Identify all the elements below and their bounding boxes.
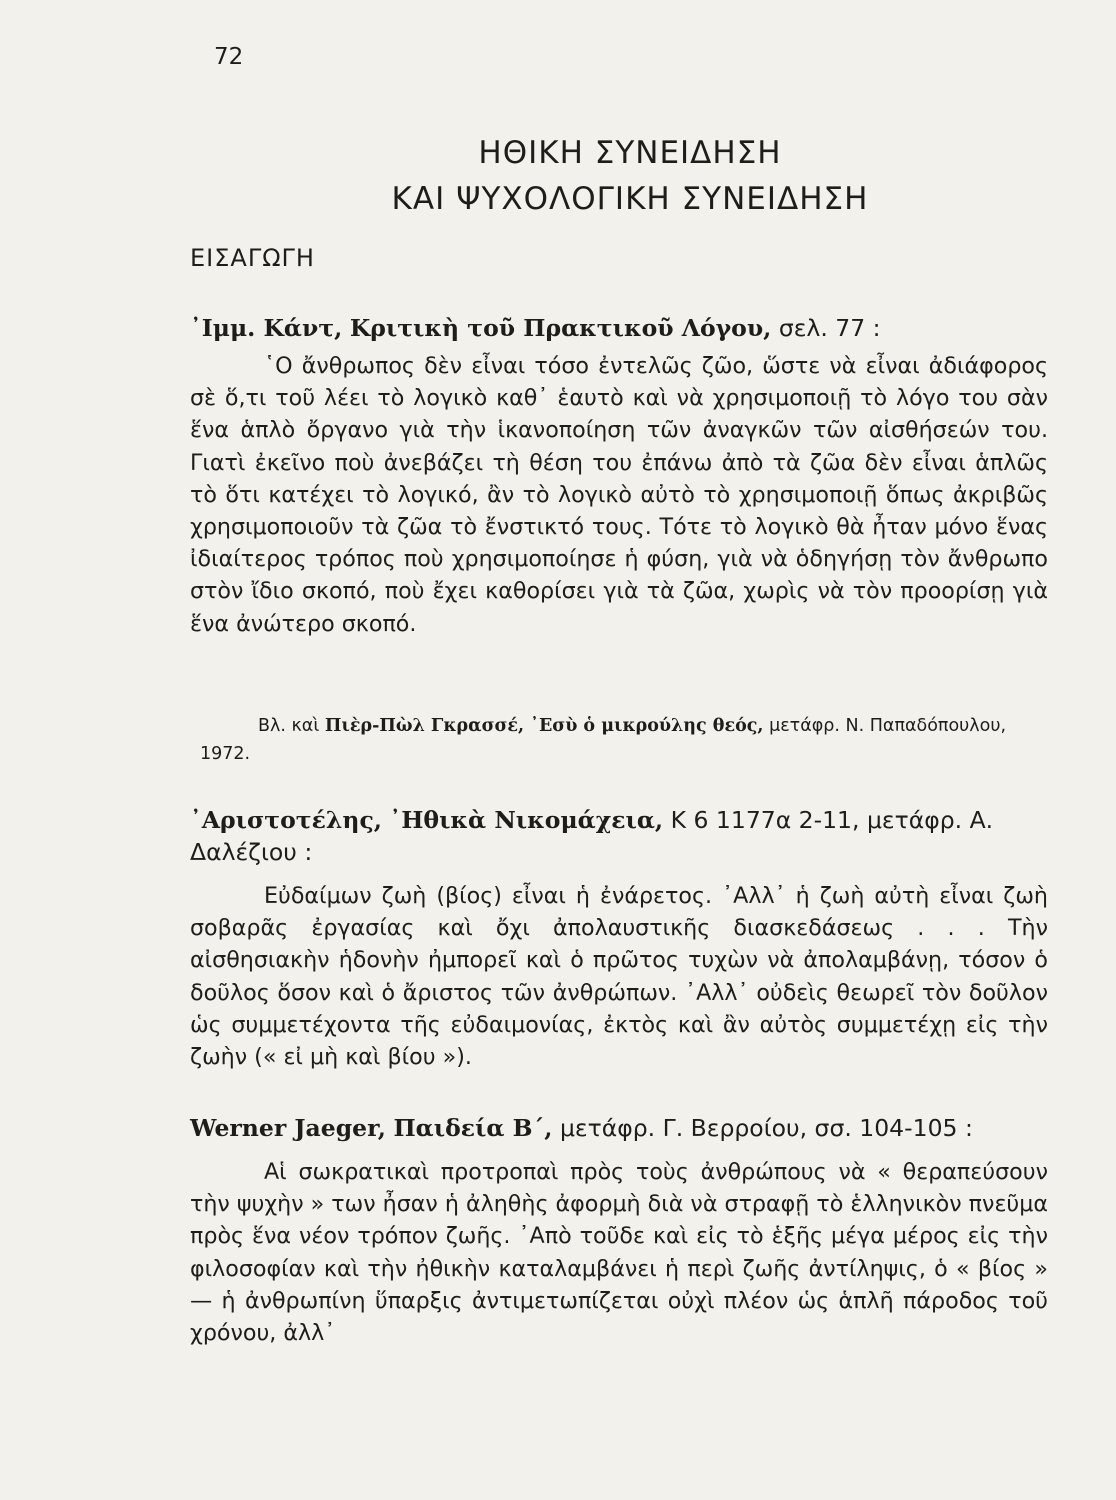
chapter-title (200, 130, 1060, 222)
jaeger-reference (190, 1112, 1050, 1144)
kant-footnote-rest: μετάφρ. Ν. Παπαδόπουλου, 1972. (200, 716, 1007, 764)
jaeger-quote: Αἱ σωκρατικαὶ προτροπαὶ πρὸς τοὺς ἀνθρώπους νὰ « θεραπεύσουν τὴν ψυχὴν » των ἦσαν ἡ ἀληθὴς ἀφορμὴ διὰ νὰ στραφῇ τὸ ἑλληνικὸν πνεῦμα πρὸς ἕνα νέον τρόπον ζωῆς. ᾿Απὸ τοῦδε καὶ εἰς τὸ ἑξῆς μέγα μέρος εἰς τὴν φιλοσοφίαν καὶ τὴν ἠθικὴν καταλαμβάνει ἡ περὶ ζωῆς ἀντίληψις, ὁ « βίος » — ἡ ἀνθρωπίνη ὕπαρξις ἀντιμετωπίζεται οὐχὶ πλέον ὡς ἁπλῆ πάροδος τοῦ χρόνου, ἀλλ᾿ (190, 1159, 1049, 1347)
jaeger-work: Παιδεία Β΄, (393, 1114, 553, 1142)
kant-footnote (200, 712, 1048, 768)
kant-page: σελ. 77 : (778, 314, 881, 342)
section-heading: ΕΙΣΑΓΩΓΗ (190, 244, 315, 272)
chapter-title-line-2: ΚΑΙ ΨΥΧΟΛΟΓΙΚΗ ΣΥΝΕΙΔΗΣΗ (391, 181, 869, 217)
aristotle-author: ᾿Αριστοτέλης, (190, 806, 382, 834)
jaeger-author: Werner Jaeger, (190, 1114, 386, 1142)
aristotle-quote: Εὐδαίμων ζωὴ (βίος) εἶναι ἡ ἐνάρετος. ᾿Αλλ᾿ ἡ ζωὴ αὐτὴ εἶναι ζωὴ σοβαρᾶς ἐργασίας καὶ ὄχι ἀπολαυστικῆς διασκεδάσεως . . . Τὴν αἰσθησιακὴν ἡδονὴν ἠμπορεῖ καὶ ὁ πρῶτος τυχὼν νὰ ἀπολαμβάνῃ, τόσον ὁ δοῦλος ὅσον καὶ ὁ ἄριστος τῶν ἀνθρώπων. ᾿Αλλ᾿ οὐδεὶς θεωρεῖ τὸν δοῦλον ὡς συμμετέχοντα τῆς εὐδαιμονίας, ἐκτὸς καὶ ἂν αὐτὸς συμμετέχῃ εἰς τὴν ζωὴν (« εἰ μὴ καὶ βίου »). (190, 883, 1048, 1071)
kant-reference (190, 312, 1050, 344)
kant-footnote-prefix: Βλ. καὶ (258, 716, 320, 736)
aristotle-work: ᾿Ηθικὰ Νικομάχεια, (389, 806, 664, 834)
page-number: 72 (214, 44, 244, 70)
aristotle-reference (190, 804, 1050, 868)
kant-quote: ῾Ο ἄνθρωπος δὲν εἶναι τόσο ἐντελῶς ζῶο, ὥστε νὰ εἶναι ἀδιάφορος σὲ ὅ,τι τοῦ λέει τὸ λογικὸ καθ᾿ ἑαυτὸ καὶ νὰ χρησιμοποιῇ τὸ λόγο του σὰν ἕνα ἁπλὸ ὄργανο γιὰ τὴν ἱκανοποίηση τῶν ἀναγκῶν τῶν αἰσθήσεών του. Γιατὶ ἐκεῖνο ποὺ ἀνεβάζει τὴ θέση του ἐπάνω ἀπὸ τὰ ζῶα δὲν εἶναι ἁπλῶς τὸ ὅτι κατέχει τὸ λογικό, ἂν τὸ λογικὸ αὐτὸ τὸ χρησιμοποιῇ ὅπως ἀκριβῶς χρησιμοποιοῦν τὰ ζῶα τὸ ἔνστικτό τους. Τότε τὸ λογικὸ θὰ ἦταν μόνο ἕνας ἰδιαίτερος τρόπος ποὺ χρησιμοποίησε ἡ φύση, γιὰ νὰ ὁδηγήσῃ τὸν ἄνθρωπο στὸν ἴδιο σκοπό, ποὺ ἔχει καθορίσει γιὰ τὰ ζῶα, χωρὶς νὰ τὸν προορίσῃ γιὰ ἕνα ἀνώτερο σκοπό. (190, 353, 1048, 637)
jaeger-ref: μετάφρ. Γ. Βερροίου, σσ. 104-105 : (559, 1114, 973, 1142)
kant-work: Κριτικὴ τοῦ Πρακτικοῦ Λόγου, (349, 314, 772, 342)
aristotle-ref: Κ 6 1177α 2-11, μετάφρ. Α. Δαλέζιου : (190, 806, 994, 866)
chapter-title-line-1: ΗΘΙΚΗ ΣΥΝΕΙΔΗΣΗ (478, 135, 782, 171)
kant-footnote-work: Πιὲρ-Πὼλ Γκρασσέ, ᾿Εσὺ ὁ μικρούλης θεός, (324, 716, 764, 736)
kant-author: ᾿Ιμμ. Κάντ, (190, 314, 343, 342)
